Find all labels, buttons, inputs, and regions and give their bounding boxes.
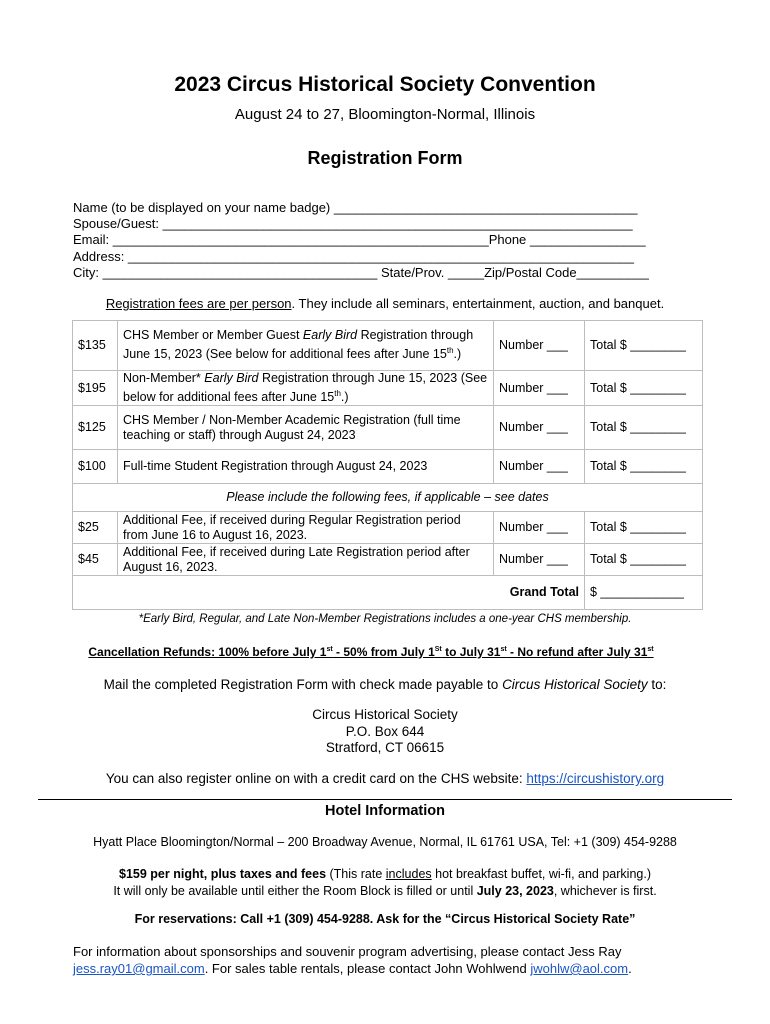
divider	[38, 799, 732, 800]
table-row	[73, 321, 703, 371]
city-state-zip-field[interactable]: City: ______________________________________ State/Prov. _____Zip/Postal Code__________	[73, 264, 649, 280]
event-dates: August 24 to 27, Bloomington-Normal, Illinois	[234, 106, 536, 123]
john-email-link[interactable]: jwohlw@aol.com	[530, 961, 629, 976]
table-row	[73, 406, 703, 450]
fees-note-text: . They include all seminars, entertainment, auction, and banquet.	[291, 296, 665, 311]
address-line: Stratford, CT 06615	[325, 740, 445, 755]
total-field[interactable]: Total $ ________	[585, 512, 703, 544]
fee-description: Additional Fee, if received during Regular Registration period from June 16 to August 16, 2023.	[118, 512, 494, 544]
fee-amount: $25	[73, 512, 118, 544]
table-row	[73, 484, 703, 512]
fee-amount: $125	[73, 406, 118, 450]
fees-note-underlined: Registration fees are per person	[105, 296, 292, 311]
total-field[interactable]: Total $ ________	[585, 406, 703, 450]
table-row	[73, 512, 703, 544]
online-registration: You can also register online on with a credit card on the CHS website: https://circushistory.org	[105, 771, 665, 786]
jess-email-link[interactable]: jess.ray01@gmail.com	[73, 961, 205, 976]
total-field[interactable]: Total $ ________	[585, 321, 703, 371]
sponsorship-contact: For information about sponsorships and souvenir program advertising, please contact Jess Ray jess.ray01@gmail.com. For sales table rentals, please contact John Wohlwend jwohlw@aol.com.	[73, 944, 632, 976]
fee-description: CHS Member or Member Guest Early Bird Registration through June 15, 2023 (See below for additional fees after June 15th.)	[118, 321, 494, 371]
fee-description: Non-Member* Early Bird Registration through June 15, 2023 (See below for additional fees after June 15th.)	[118, 371, 494, 406]
fee-description: Full-time Student Registration through August 24, 2023	[118, 450, 494, 484]
optional-fees-note: Please include the following fees, if applicable – see dates	[73, 484, 703, 512]
number-field[interactable]: Number ___	[494, 450, 585, 484]
email-phone-field[interactable]: Email: ____________________________________________________Phone ________________	[73, 232, 646, 248]
total-field[interactable]: Total $ ________	[585, 371, 703, 406]
address-line: P.O. Box 644	[345, 723, 425, 739]
number-field[interactable]: Number ___	[494, 371, 585, 406]
membership-footnote: *Early Bird, Regular, and Late Non-Member Registrations includes a one-year CHS membership.	[138, 613, 632, 625]
spouse-guest-field[interactable]: Spouse/Guest: _________________________________________________________________	[73, 216, 633, 232]
name-field[interactable]: Name (to be displayed on your name badge) __________________________________________	[73, 200, 638, 215]
table-row	[73, 371, 703, 406]
chs-website-link[interactable]: https://circushistory.org	[526, 771, 665, 786]
table-row	[73, 544, 703, 576]
table-row	[73, 450, 703, 484]
number-field[interactable]: Number ___	[494, 512, 585, 544]
address-field[interactable]: Address: ______________________________________________________________________	[73, 248, 635, 264]
fee-amount: $195	[73, 371, 118, 406]
number-field[interactable]: Number ___	[494, 544, 585, 576]
cancellation-policy: Cancellation Refunds: 100% before July 1st - 50% from July 1St to July 31st - No refund after July 31st	[88, 645, 654, 659]
fee-amount: $135	[73, 321, 118, 371]
reservation-instructions: For reservations: Call +1 (309) 454-9288. Ask for the “Circus Historical Society Rate”	[134, 912, 636, 926]
grand-total-field[interactable]: $ ____________	[585, 576, 703, 610]
fees-table	[72, 320, 703, 610]
fee-description: CHS Member / Non-Member Academic Registration (full time teaching or staff) through August 24, 2023	[118, 406, 494, 450]
total-field[interactable]: Total $ ________	[585, 450, 703, 484]
mail-instructions: Mail the completed Registration Form with check made payable to Circus Historical Society to:	[103, 677, 667, 692]
number-field[interactable]: Number ___	[494, 406, 585, 450]
hotel-rate: $159 per night, plus taxes and fees (This rate includes hot breakfast buffet, wi-fi, and parking.) It will only be available until either the Room Block is filled or until July 23, 2023, whichever is first.	[113, 867, 657, 898]
fee-description: Additional Fee, if received during Late Registration period after August 16, 2023.	[118, 544, 494, 576]
total-field[interactable]: Total $ ________	[585, 544, 703, 576]
fees-note	[0, 296, 770, 311]
fee-amount: $100	[73, 450, 118, 484]
page-title: 2023 Circus Historical Society Convention	[174, 73, 596, 96]
grand-total-label: Grand Total	[73, 576, 585, 610]
registrant-fields	[73, 200, 649, 281]
form-title: Registration Form	[307, 148, 463, 168]
fee-amount: $45	[73, 544, 118, 576]
address-line: Circus Historical Society	[312, 707, 458, 722]
hotel-heading: Hotel Information	[324, 803, 446, 819]
number-field[interactable]: Number ___	[494, 321, 585, 371]
table-row	[73, 576, 703, 610]
mailing-address	[0, 707, 770, 757]
hotel-address: Hyatt Place Bloomington/Normal – 200 Broadway Avenue, Normal, IL 61761 USA, Tel: +1 (309) 454-9288	[93, 835, 677, 849]
